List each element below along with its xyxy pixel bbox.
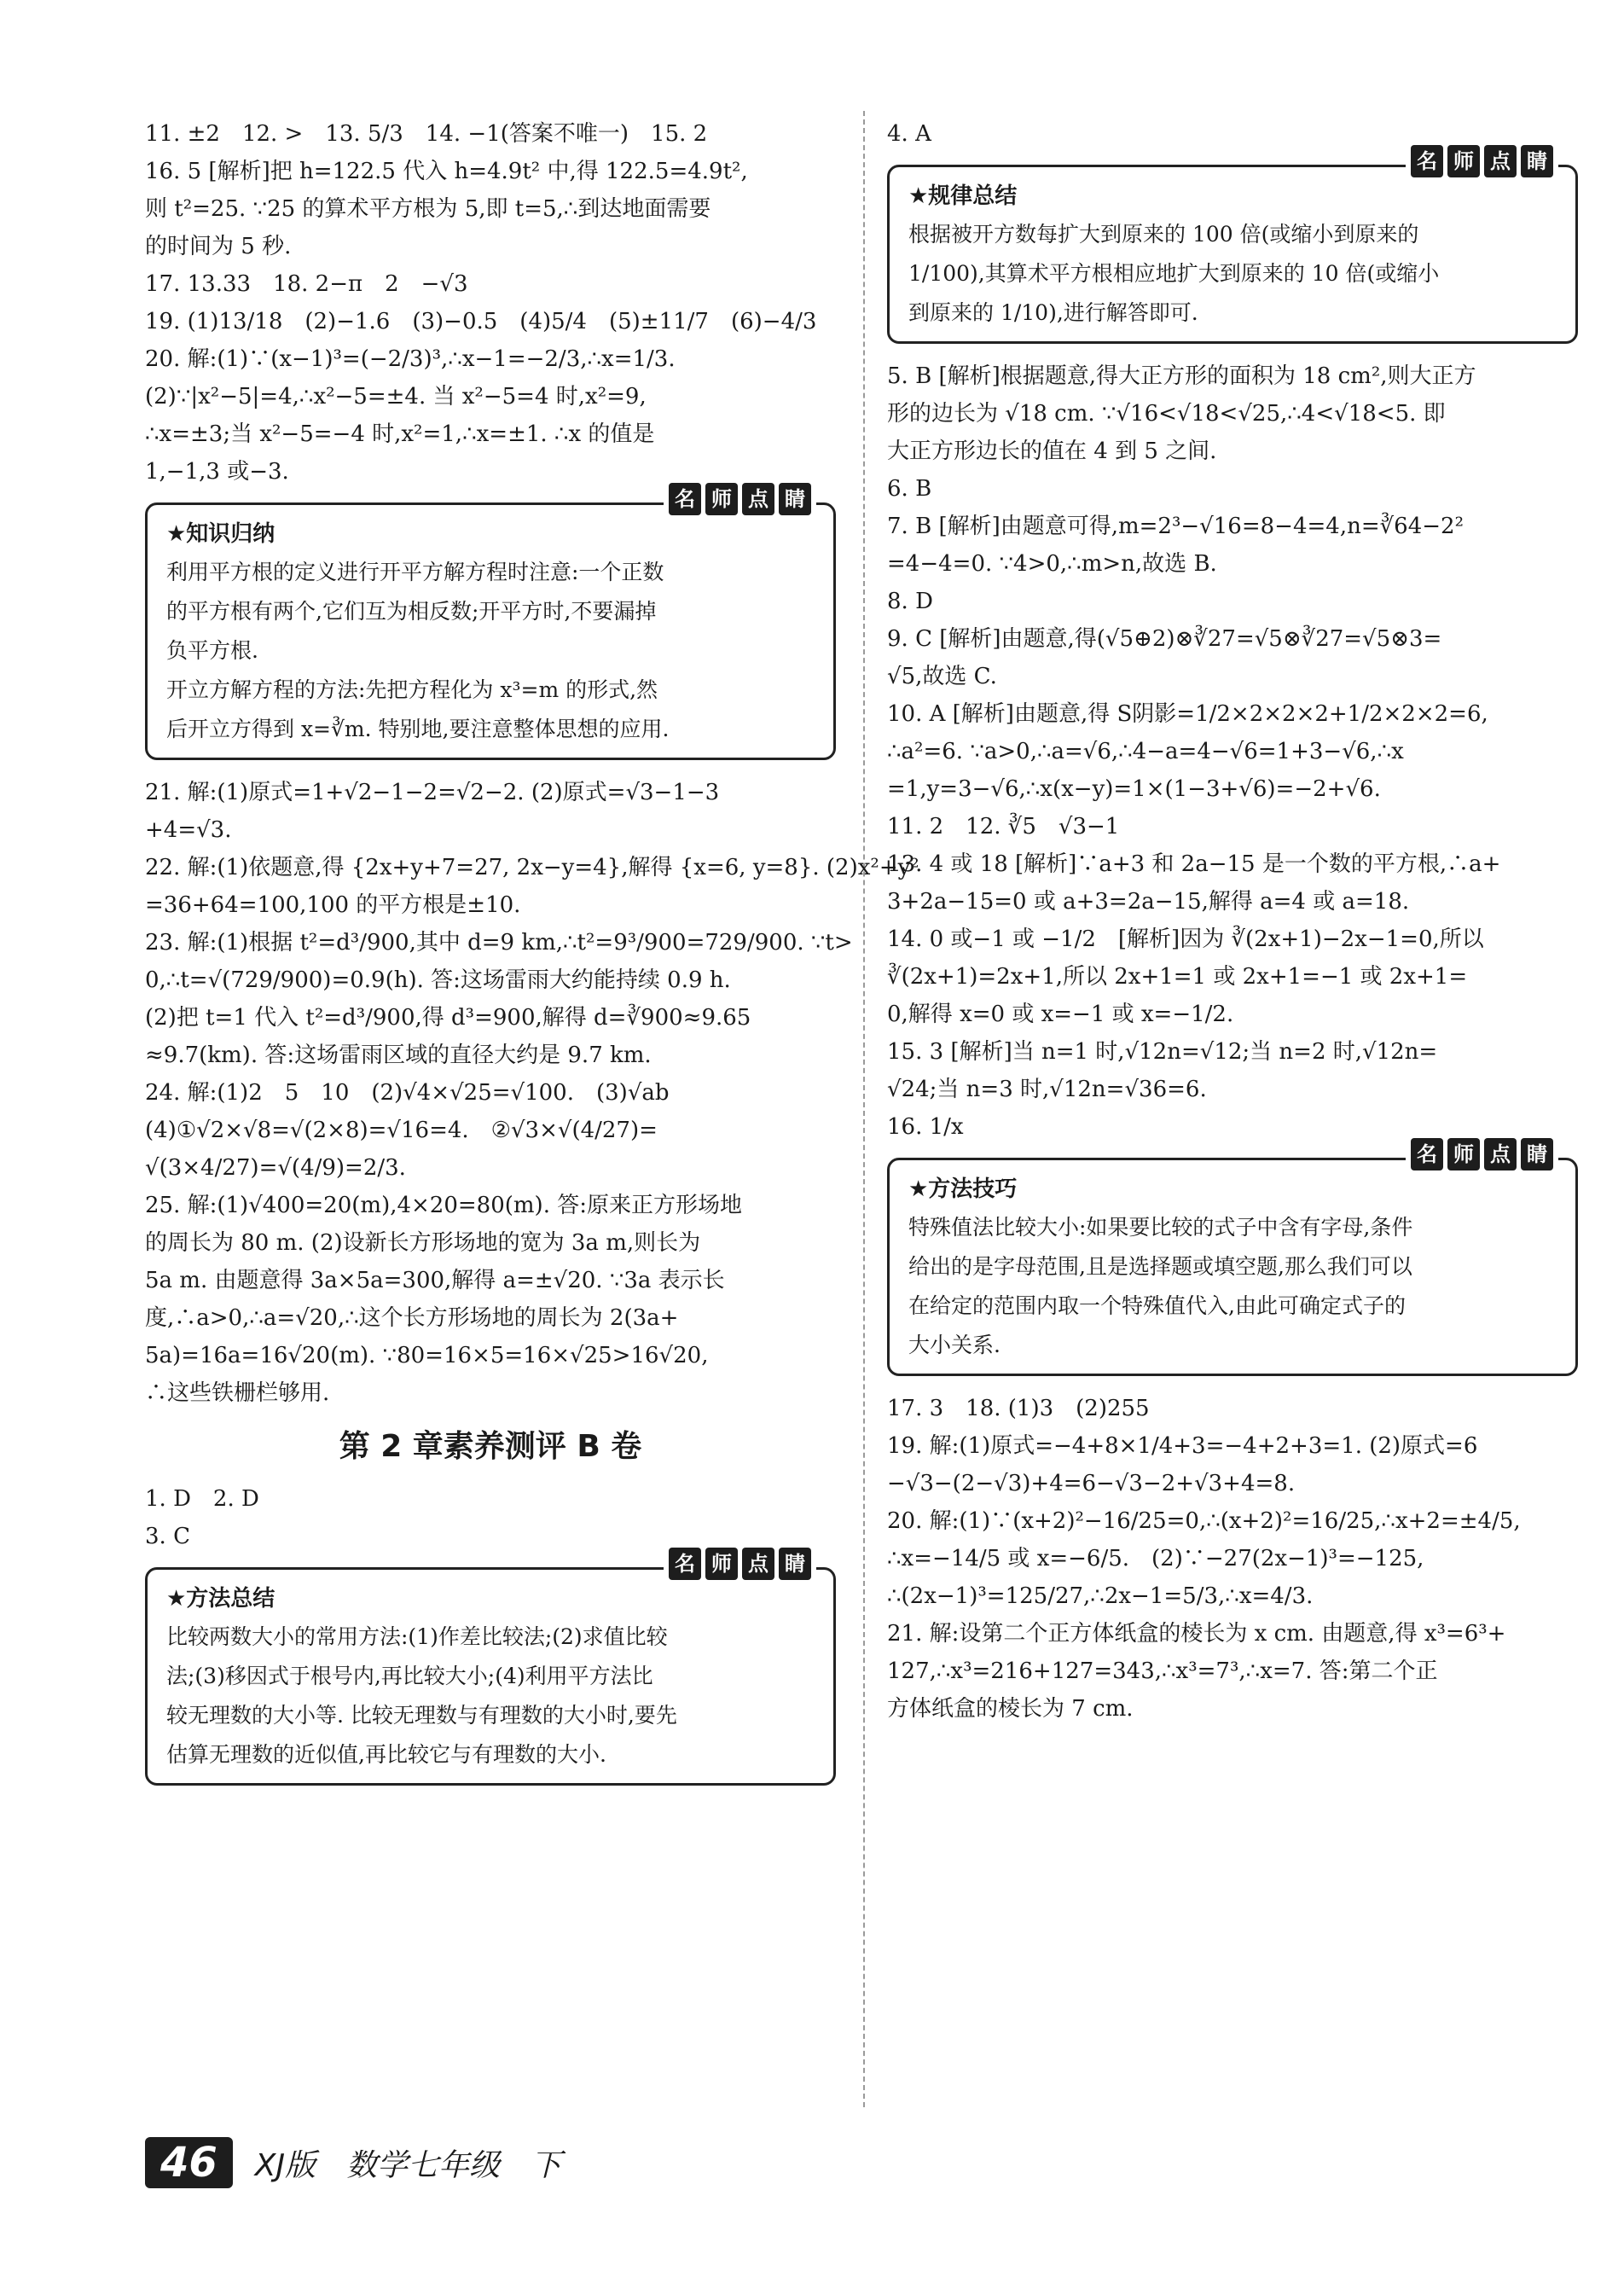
tip-box-method-skills (887, 1142, 1578, 1376)
answer-line: 1. D 2. D (145, 1486, 259, 1512)
left-lines-mid (145, 774, 919, 1412)
answer-line: 22. 解:(1)依题意,得 {2x+y+7=27, 2x−y=4},解得 {x=6, y=8}. (2)x²+y² (145, 855, 919, 880)
tip-box-title: ★方法总结 (166, 1586, 276, 1612)
answer-line: (2)∵|x²−5|=4,∴x²−5=±4. 当 x²−5=4 时,x²=9, (145, 384, 647, 410)
answer-line: 20. 解:(1)∵(x−1)³=(−2/3)³,∴x−1=−2/3,∴x=1/3. (145, 346, 676, 372)
answer-line: 5. B [解析]根据题意,得大正方形的面积为 18 cm²,则大正方 (887, 363, 1476, 389)
answer-line: ∴x=−14/5 或 x=−6/5. (2)∵−27(2x−1)³=−125, (887, 1546, 1424, 1571)
answer-line: 21. 解:设第二个正方体纸盒的棱长为 x cm. 由题意,得 x³=6³+ (887, 1621, 1506, 1647)
answer-line: 13. 4 或 18 [解析]∵a+3 和 2a−15 是一个数的平方根,∴a+ (887, 851, 1501, 877)
answer-line: 3+2a−15=0 或 a+3=2a−15,解得 a=4 或 a=18. (887, 889, 1410, 915)
answer-line: 17. 3 18. (1)3 (2)255 (887, 1396, 1150, 1421)
answer-line: 15. 3 [解析]当 n=1 时,√12n=√12;当 n=2 时,√12n= (887, 1039, 1438, 1065)
tip-box-line: 的平方根有两个,它们互为相反数;开平方时,不要漏掉 (166, 599, 657, 624)
answer-line: 0,解得 x=0 或 x=−1 或 x=−1/2. (887, 1002, 1234, 1027)
answer-line: ∴(2x−1)³=125/27,∴2x−1=5/3,∴x=4/3. (887, 1583, 1314, 1609)
tip-box-line: 到原来的 1/10),进行解答即可. (908, 300, 1198, 325)
answer-line: 6. B (887, 476, 932, 502)
answer-line: √5,故选 C. (887, 664, 997, 689)
answer-line: (4)①√2×√8=√(2×8)=√16=4. ②√3×√(4/27)= (145, 1118, 658, 1143)
answer-line: 19. 解:(1)原式=−4+8×1/4+3=−4+2+3=1. (2)原式=6 (887, 1433, 1478, 1459)
badge-char: 师 (705, 1548, 738, 1580)
answer-line: (2)把 t=1 代入 t²=d³/900,得 d³=900,解得 d=∛900≈9.65 (145, 1005, 751, 1031)
tip-box-title: ★方法技巧 (908, 1176, 1018, 1202)
tip-box-line: 比较两数大小的常用方法:(1)作差比较法;(2)求值比较 (166, 1624, 668, 1649)
tip-box-pattern-summary (887, 149, 1578, 344)
answer-line: =1,y=3−√6,∴x(x−y)=1×(1−3+√6)=−2+√6. (887, 776, 1381, 802)
tip-box-line: 大小关系. (908, 1333, 1000, 1357)
answer-line: 1,−1,3 或−3. (145, 459, 289, 485)
answer-line: =4−4=0. ∵4>0,∴m>n,故选 B. (887, 551, 1217, 577)
answer-line: 形的边长为 √18 cm. ∵√16<√18<√25,∴4<√18<5. 即 (887, 401, 1446, 427)
tip-box-line: 在给定的范围内取一个特殊值代入,由此可确定式子的 (908, 1293, 1406, 1318)
answer-line: 11. 2 12. ∛5 √3−1 (887, 814, 1120, 839)
badge-char: 师 (705, 483, 738, 515)
badge-char: 师 (1447, 145, 1480, 177)
tip-box-line: 利用平方根的定义进行开平方解方程时注意:一个正数 (166, 560, 664, 584)
left-lines-bottom (145, 1480, 836, 1555)
answer-line: 7. B [解析]由题意可得,m=2³−√16=8−4=4,n=∛64−2² (887, 514, 1464, 539)
answer-line: ∴x=±3;当 x²−5=−4 时,x²=1,∴x=±1. ∴x 的值是 (145, 421, 655, 447)
badge-char: 名 (669, 1548, 701, 1580)
answer-line: 19. (1)13/18 (2)−1.6 (3)−0.5 (4)5/4 (5)±11/7 (6)−4/3 (145, 309, 817, 334)
right-lines-mid (887, 357, 1578, 1146)
badge-char: 点 (1484, 145, 1517, 177)
book-label: XJ版 数学七年级 下 (254, 2147, 562, 2183)
answer-line: ≈9.7(km). 答:这场雷雨区域的直径大约是 9.7 km. (145, 1043, 652, 1068)
badge-char: 睛 (1521, 145, 1553, 177)
teacher-tip-badge (664, 1548, 816, 1580)
answer-line: ∴a²=6. ∵a>0,∴a=√6,∴4−a=4−√6=1+3−√6,∴x (887, 739, 1404, 764)
answer-line: 23. 解:(1)根据 t²=d³/900,其中 d=9 km,∴t²=9³/900=729/900. ∵t> (145, 930, 853, 956)
teacher-tip-badge (1406, 1138, 1558, 1170)
badge-char: 点 (742, 483, 774, 515)
badge-char: 点 (1484, 1138, 1517, 1170)
answer-line: 的时间为 5 秒. (145, 234, 292, 259)
answer-line: −√3−(2−√3)+4=6−√3−2+√3+4=8. (887, 1471, 1296, 1496)
answer-line: =36+64=100,100 的平方根是±10. (145, 892, 521, 918)
column-divider (863, 111, 865, 2107)
left-lines-top (145, 115, 836, 491)
section-title: 第 2 章素养测评 B 卷 (339, 1429, 642, 1464)
answer-line: 5a m. 由题意得 3a×5a=300,解得 a=±√20. ∵3a 表示长 (145, 1268, 725, 1293)
answer-line: 则 t²=25. ∵25 的算术平方根为 5,即 t=5,∴到达地面需要 (145, 196, 711, 222)
answer-line: 的周长为 80 m. (2)设新长方形场地的宽为 3a m,则长为 (145, 1230, 701, 1256)
page-number: 46 (145, 2137, 233, 2188)
badge-char: 名 (1411, 145, 1443, 177)
answer-line: 25. 解:(1)√400=20(m),4×20=80(m). 答:原来正方形场地 (145, 1193, 742, 1218)
answer-line: 16. 5 [解析]把 h=122.5 代入 h=4.9t² 中,得 122.5=4.9t², (145, 159, 748, 184)
tip-box-line: 估算无理数的近似值,再比较它与有理数的大小. (166, 1742, 606, 1767)
answer-line: 14. 0 或−1 或 −1/2 [解析]因为 ∛(2x+1)−2x−1=0,所以 (887, 926, 1484, 952)
answer-line: √(3×4/27)=√(4/9)=2/3. (145, 1155, 406, 1181)
answer-line: 度,∴a>0,∴a=√20,∴这个长方形场地的周长为 2(3a+ (145, 1305, 679, 1331)
answer-line: 127,∴x³=216+127=343,∴x³=7³,∴x=7. 答:第二个正 (887, 1658, 1438, 1684)
badge-char: 名 (1411, 1138, 1443, 1170)
badge-char: 点 (742, 1548, 774, 1580)
answer-line: 10. A [解析]由题意,得 S阴影=1/2×2×2×2+1/2×2×2=6, (887, 701, 1488, 727)
answer-line: 20. 解:(1)∵(x+2)²−16/25=0,∴(x+2)²=16/25,∴x+2=±4/5, (887, 1508, 1521, 1534)
answer-line: 9. C [解析]由题意,得(√5⊕2)⊗∛27=√5⊗∛27=√5⊗3= (887, 626, 1442, 652)
tip-box-title: ★知识归纳 (166, 521, 276, 547)
tip-box-line: 开立方解方程的方法:先把方程化为 x³=m 的形式,然 (166, 677, 658, 702)
tip-box-line: 根据被开方数每扩大到原来的 100 倍(或缩小到原来的 (908, 222, 1419, 247)
answer-line: 4. A (887, 121, 931, 147)
answer-line: 11. ±2 12. > 13. 5/3 14. −1(答案不唯一) 15. 2 (145, 121, 708, 147)
tip-box-line: 给出的是字母范围,且是选择题或填空题,那么我们可以 (908, 1254, 1412, 1279)
answer-line: ∴这些铁栅栏够用. (145, 1380, 330, 1406)
answer-line: 0,∴t=√(729/900)=0.9(h). 答:这场雷雨大约能持续 0.9 h. (145, 967, 731, 993)
badge-char: 睛 (779, 1548, 811, 1580)
answer-line: 5a)=16a=16√20(m). ∵80=16×5=16×√25>16√20, (145, 1343, 709, 1368)
answer-line: 方体纸盒的棱长为 7 cm. (887, 1696, 1134, 1722)
answer-line: 17. 13.33 18. 2−π 2 −√3 (145, 271, 468, 297)
tip-box-line: 负平方根. (166, 638, 258, 663)
right-lines-bottom (887, 1390, 1578, 1728)
badge-char: 睛 (1521, 1138, 1553, 1170)
right-column (887, 115, 1578, 1728)
tip-box-method-summary (145, 1552, 836, 1786)
badge-char: 睛 (779, 483, 811, 515)
page-footer (145, 2137, 561, 2188)
badge-char: 名 (669, 483, 701, 515)
tip-box-line: 后开立方得到 x=∛m. 特别地,要注意整体思想的应用. (166, 717, 670, 741)
tip-box-title: ★规律总结 (908, 183, 1018, 209)
badge-char: 师 (1447, 1138, 1480, 1170)
answer-line: 8. D (887, 589, 933, 614)
tip-box-knowledge (145, 487, 836, 760)
teacher-tip-badge (664, 483, 816, 515)
answer-line: 16. 1/x (887, 1114, 964, 1140)
tip-box-line: 较无理数的大小等. 比较无理数与有理数的大小时,要先 (166, 1703, 677, 1728)
tip-box-line: 法;(3)移因式于根号内,再比较大小;(4)利用平方法比 (166, 1664, 653, 1688)
answer-line: 24. 解:(1)2 5 10 (2)√4×√25=√100. (3)√ab (145, 1080, 670, 1106)
tip-box-line: 特殊值法比较大小:如果要比较的式子中含有字母,条件 (908, 1215, 1413, 1240)
answer-line: √24;当 n=3 时,√12n=√36=6. (887, 1077, 1207, 1102)
answer-line: 大正方形边长的值在 4 到 5 之间. (887, 439, 1217, 464)
teacher-tip-badge (1406, 145, 1558, 177)
answer-line: 21. 解:(1)原式=1+√2−1−2=√2−2. (2)原式=√3−1−3 (145, 780, 720, 805)
answer-line: 3. C (145, 1524, 190, 1549)
answer-line: +4=√3. (145, 817, 232, 843)
answer-line: ∛(2x+1)=2x+1,所以 2x+1=1 或 2x+1=−1 或 2x+1= (887, 964, 1468, 990)
tip-box-line: 1/100),其算术平方根相应地扩大到原来的 10 倍(或缩小 (908, 261, 1440, 286)
